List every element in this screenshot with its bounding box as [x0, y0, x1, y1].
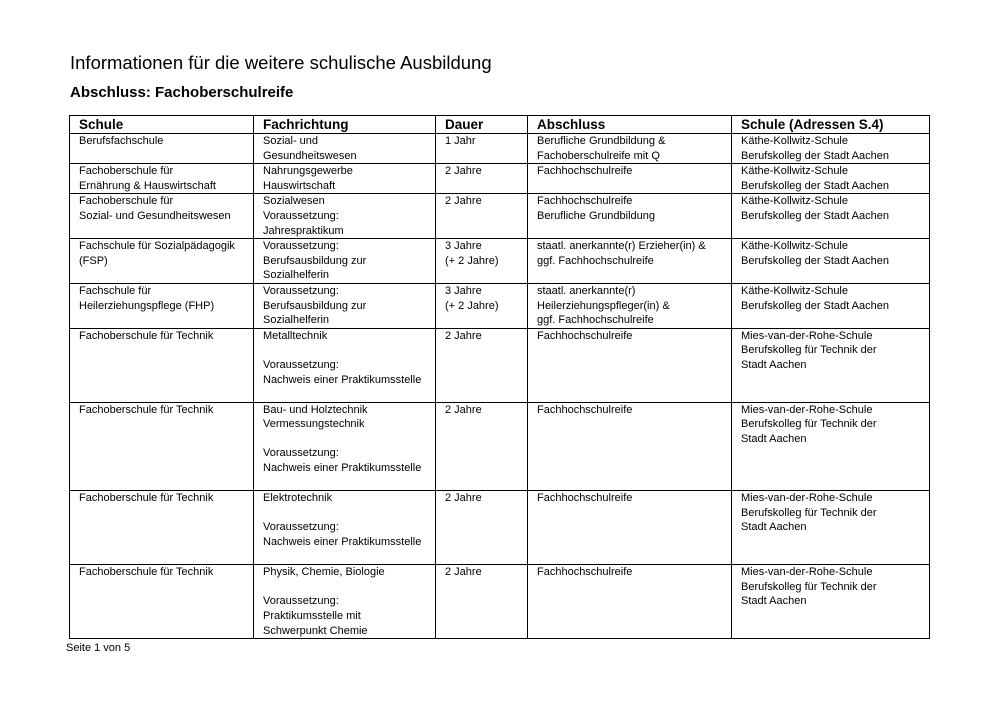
cell-schule: [70, 491, 254, 565]
cell-text-line: Fachhochschulreife: [537, 403, 633, 416]
cell-text-line: Stadt Aachen: [741, 595, 807, 608]
cell-text-line: Voraussetzung:: [263, 358, 339, 371]
cell-text-line: 3 Jahre: [445, 240, 482, 253]
cell-text-line: Fachoberschule für: [79, 165, 174, 178]
cell-text-line: Fachoberschulreife mit Q: [537, 149, 660, 162]
cell-text-line: (+ 2 Jahre): [445, 299, 499, 312]
cell-text-line: Fachhochschulreife: [537, 165, 633, 178]
cell-schule: [70, 134, 254, 164]
cell-schule: [70, 164, 254, 194]
cell-text-line: Elektrotechnik: [263, 492, 333, 505]
cell-dauer: [436, 565, 528, 639]
cell-text-line: Voraussetzung:: [263, 240, 339, 253]
cell-text-line: Sozialhelferin: [263, 269, 330, 282]
cell-abschluss: [528, 402, 732, 491]
cell-fachrichtung: [254, 164, 436, 194]
cell-text-line: Fachschule für: [79, 284, 152, 297]
cell-text-line: 2 Jahre: [445, 403, 482, 416]
cell-text-line: 2 Jahre: [445, 195, 482, 208]
cell-text-line: Berufskolleg der Stadt Aachen: [741, 179, 889, 192]
cell-spacer: [263, 476, 433, 491]
page-number: Seite 1 von 5: [66, 642, 131, 654]
table-row: [70, 239, 930, 284]
cell-text-line: Berufskolleg der Stadt Aachen: [741, 209, 889, 222]
cell-abschluss: [528, 164, 732, 194]
cell-text-line: Berufskolleg der Stadt Aachen: [741, 149, 889, 162]
cell-spacer: [263, 580, 433, 595]
cell-schule: [70, 565, 254, 639]
cell-text-line: ggf. Fachhochschulreife: [537, 254, 654, 267]
cell-text-line: staatl. anerkannte(r) Erzieher(in) &: [537, 240, 706, 253]
table-row: [70, 194, 930, 239]
cell-text-line: Berufsausbildung zur: [263, 299, 367, 312]
cell-fachrichtung: [254, 491, 436, 565]
cell-text-line: Voraussetzung:: [263, 284, 339, 297]
cell-text-line: Fachoberschule für Technik: [79, 329, 214, 342]
table-header-row: [70, 116, 930, 134]
cell-text-line: Fachhochschulreife: [537, 492, 633, 505]
cell-text-line: Käthe-Kollwitz-Schule: [741, 135, 848, 147]
table-row: [70, 283, 930, 328]
table-row: [70, 565, 930, 639]
cell-text-line: Fachhochschulreife: [537, 329, 633, 342]
cell-text-line: Fachhochschulreife: [537, 566, 633, 579]
cell-text-line: 3 Jahre: [445, 284, 482, 297]
cell-fachrichtung: [254, 402, 436, 491]
cell-text-line: staatl. anerkannte(r): [537, 284, 636, 297]
cell-schule: [70, 402, 254, 491]
cell-spacer: [263, 387, 433, 402]
cell-text-line: Gesundheitswesen: [263, 149, 357, 162]
cell-schule-adresse: [732, 328, 930, 402]
cell-schule: [70, 239, 254, 284]
cell-text-line: Berufskolleg für Technik der: [741, 418, 877, 431]
cell-schule: [70, 328, 254, 402]
cell-schule-adresse: [732, 491, 930, 565]
cell-schule: [70, 194, 254, 239]
cell-schule-adresse: [732, 164, 930, 194]
cell-text-line: Fachoberschule für: [79, 195, 174, 208]
cell-text-line: Voraussetzung:: [263, 209, 339, 222]
cell-abschluss: [528, 134, 732, 164]
cell-text-line: Fachoberschule für Technik: [79, 566, 214, 579]
cell-text-line: Käthe-Kollwitz-Schule: [741, 240, 848, 253]
cell-text-line: Voraussetzung:: [263, 521, 339, 534]
cell-text-line: Nahrungsgewerbe: [263, 165, 353, 178]
cell-text-line: Stadt Aachen: [741, 432, 807, 445]
cell-text-line: Berufsausbildung zur: [263, 254, 367, 267]
column-header-fachrichtung: Fachrichtung: [254, 116, 436, 134]
cell-text-line: Sozialwesen: [263, 195, 325, 208]
cell-text-line: Fachschule für Sozialpädagogik: [79, 240, 235, 253]
cell-text-line: Mies-van-der-Rohe-Schule: [741, 566, 873, 579]
cell-schule-adresse: [732, 283, 930, 328]
cell-text-line: 2 Jahre: [445, 165, 482, 178]
cell-text-line: Schwerpunkt Chemie: [263, 624, 368, 637]
column-header-schule-adressen: Schule (Adressen S.4): [732, 116, 930, 134]
table-body: [70, 134, 930, 639]
cell-schule-adresse: [732, 194, 930, 239]
document-title: Informationen für die weitere schulische Ausbildung: [70, 52, 492, 73]
cell-text-line: Voraussetzung:: [263, 595, 339, 608]
cell-schule-adresse: [732, 134, 930, 164]
table-row: [70, 491, 930, 565]
cell-spacer: [263, 343, 433, 358]
cell-fachrichtung: [254, 328, 436, 402]
cell-text-line: Berufliche Grundbildung: [537, 209, 656, 222]
cell-dauer: [436, 164, 528, 194]
cell-text-line: Praktikumsstelle mit: [263, 610, 361, 622]
cell-text-line: Stadt Aachen: [741, 358, 807, 371]
cell-text-line: 2 Jahre: [445, 566, 482, 579]
cell-text-line: Stadt Aachen: [741, 521, 807, 534]
cell-spacer: [263, 550, 433, 565]
school-table-container: [69, 115, 929, 639]
document-subtitle: Abschluss: Fachoberschulreife: [70, 84, 294, 101]
cell-dauer: [436, 194, 528, 239]
cell-text-line: Berufskolleg für Technik der: [741, 580, 877, 593]
cell-text-line: Fachoberschule für Technik: [79, 492, 214, 505]
cell-dauer: [436, 134, 528, 164]
cell-dauer: [436, 283, 528, 328]
cell-text-line: Nachweis einer Praktikumsstelle: [263, 536, 422, 549]
cell-text-line: Ernährung & Hauswirtschaft: [79, 179, 216, 192]
column-header-abschluss: Abschluss: [528, 116, 732, 134]
cell-text-line: Berufliche Grundbildung &: [537, 135, 666, 147]
cell-schule-adresse: [732, 239, 930, 284]
cell-text-line: Bau- und Holztechnik: [263, 403, 368, 416]
cell-abschluss: [528, 491, 732, 565]
table-row: [70, 402, 930, 491]
cell-fachrichtung: [254, 194, 436, 239]
cell-dauer: [436, 328, 528, 402]
cell-text-line: Hauswirtschaft: [263, 179, 336, 192]
column-header-schule: Schule: [70, 116, 254, 134]
cell-text-line: Sozial- und Gesundheitswesen: [79, 209, 231, 222]
cell-text-line: Vermessungstechnik: [263, 418, 365, 431]
cell-text-line: Fachoberschule für Technik: [79, 403, 214, 416]
cell-text-line: Käthe-Kollwitz-Schule: [741, 284, 848, 297]
cell-fachrichtung: [254, 134, 436, 164]
table-row: [70, 134, 930, 164]
cell-text-line: ggf. Fachhochschulreife: [537, 314, 654, 327]
cell-text-line: Heilerziehungspflege (FHP): [79, 299, 215, 312]
cell-text-line: Jahrespraktikum: [263, 224, 344, 237]
cell-text-line: Berufskolleg für Technik der: [741, 506, 877, 519]
cell-abschluss: [528, 239, 732, 284]
cell-text-line: Käthe-Kollwitz-Schule: [741, 195, 848, 208]
cell-text-line: 2 Jahre: [445, 329, 482, 342]
cell-schule: [70, 283, 254, 328]
cell-text-line: Heilerziehungspfleger(in) &: [537, 299, 670, 312]
cell-schule-adresse: [732, 565, 930, 639]
cell-dauer: [436, 239, 528, 284]
cell-text-line: Berufskolleg der Stadt Aachen: [741, 299, 889, 312]
cell-spacer: [263, 432, 433, 447]
cell-text-line: Metalltechnik: [263, 329, 328, 342]
cell-text-line: Fachhochschulreife: [537, 195, 633, 208]
cell-text-line: (+ 2 Jahre): [445, 254, 499, 267]
cell-abschluss: [528, 283, 732, 328]
cell-text-line: Mies-van-der-Rohe-Schule: [741, 492, 873, 505]
cell-text-line: Berufsfachschule: [79, 135, 164, 147]
cell-text-line: Mies-van-der-Rohe-Schule: [741, 403, 873, 416]
school-table: [69, 115, 930, 639]
cell-text-line: 2 Jahre: [445, 492, 482, 505]
cell-fachrichtung: [254, 283, 436, 328]
cell-abschluss: [528, 194, 732, 239]
cell-text-line: Physik, Chemie, Biologie: [263, 566, 385, 579]
column-header-dauer: Dauer: [436, 116, 528, 134]
cell-text-line: (FSP): [79, 254, 108, 267]
cell-schule-adresse: [732, 402, 930, 491]
cell-fachrichtung: [254, 565, 436, 639]
cell-text-line: Mies-van-der-Rohe-Schule: [741, 329, 873, 342]
cell-text-line: Nachweis einer Praktikumsstelle: [263, 373, 422, 386]
cell-text-line: Voraussetzung:: [263, 447, 339, 460]
table-row: [70, 164, 930, 194]
cell-text-line: 1 Jahr: [445, 135, 476, 147]
table-row: [70, 328, 930, 402]
cell-dauer: [436, 491, 528, 565]
cell-abschluss: [528, 565, 732, 639]
cell-spacer: [263, 506, 433, 521]
cell-text-line: Nachweis einer Praktikumsstelle: [263, 462, 422, 475]
cell-text-line: Berufskolleg für Technik der: [741, 344, 877, 357]
cell-fachrichtung: [254, 239, 436, 284]
cell-abschluss: [528, 328, 732, 402]
cell-text-line: Sozial- und: [263, 135, 319, 147]
cell-text-line: Käthe-Kollwitz-Schule: [741, 165, 848, 178]
cell-text-line: Berufskolleg der Stadt Aachen: [741, 254, 889, 267]
cell-text-line: Sozialhelferin: [263, 314, 330, 327]
cell-dauer: [436, 402, 528, 491]
